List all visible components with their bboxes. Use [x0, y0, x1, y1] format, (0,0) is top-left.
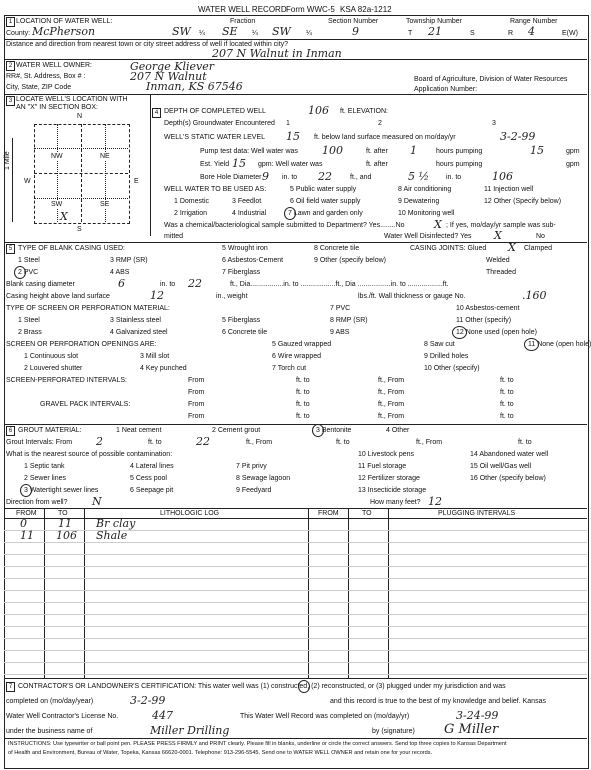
address-label: RR#, St. Address, Box # :	[6, 73, 86, 80]
screen-5[interactable]: 5 Fiberglass	[222, 317, 261, 324]
contam-9[interactable]: 9 Feedyard	[236, 487, 272, 494]
diameter-value[interactable]: 6	[118, 277, 125, 290]
gp-to-2: ft. to	[296, 413, 310, 420]
grid-nw: NW	[51, 153, 63, 160]
opening-11-circle	[524, 338, 539, 351]
grout-to-label: ft. to	[148, 439, 162, 446]
city-value[interactable]: Inman, KS 67546	[146, 80, 243, 93]
completed-tail: and this record is true to the best of my knowledge and belief. Kansas	[330, 698, 546, 705]
section-number-label: Section Number	[328, 18, 379, 25]
instructions-1: INSTRUCTIONS: Use typewriter or ball point pen. PLEASE PRESS FIRMLY and PRINT clearly. Please fill in blanks, underline or circle the correct answers. Send top three copies to Kansas Department	[8, 741, 507, 747]
yield-hours-label: hours pumping	[436, 161, 483, 168]
form-number: Form WWC-5	[286, 5, 335, 14]
pump-gpm: gpm	[566, 148, 580, 155]
opening-9[interactable]: 9 Drilled holes	[424, 353, 469, 360]
screen-6[interactable]: 6 Concrete tile	[222, 329, 268, 336]
contam-8[interactable]: 8 Sewage lagoon	[236, 475, 291, 482]
contamination-label: What is the nearest source of possible contamination:	[6, 451, 173, 458]
static-tail: ft. below land surface measured on mo/day/yr	[314, 134, 456, 141]
screen-4[interactable]: 4 Galvanized steel	[110, 329, 168, 336]
joints-threaded[interactable]: Threaded	[486, 269, 516, 276]
diameter-in-to: in. to	[160, 281, 176, 288]
contam-1[interactable]: 1 Septic tank	[24, 463, 65, 470]
weight-tail: lbs./ft. Wall thickness or gauge No.	[358, 293, 466, 300]
use-7-circle	[284, 207, 296, 220]
section-3-title-2: AN "X" IN SECTION BOX:	[16, 104, 98, 111]
license-value[interactable]: 447	[152, 709, 173, 722]
use-6[interactable]: 6 Oil field water supply	[290, 198, 361, 205]
use-3[interactable]: 3 Feedlot	[232, 198, 262, 205]
opening-10[interactable]: 10 Other (specify)	[424, 365, 480, 372]
section-3-number: 3	[6, 96, 15, 106]
log-table-rule	[4, 578, 587, 579]
gp-to-2b: ft. to	[500, 413, 514, 420]
range-value[interactable]: 4	[528, 25, 535, 38]
township-value[interactable]: 21	[428, 25, 442, 38]
joints-x[interactable]: X	[508, 241, 516, 254]
screen-11[interactable]: 11 Other (specify)	[456, 317, 512, 324]
grid-se: SE	[100, 201, 110, 208]
plug-intervals-header: PLUGGING INTERVALS	[438, 510, 516, 517]
casing-7[interactable]: 7 Fiberglass	[222, 269, 261, 276]
gp-ftfrom-1: ft., From	[378, 401, 405, 408]
feet-label: How many feet?	[370, 499, 421, 506]
log-table-rule	[4, 554, 587, 555]
static-value[interactable]: 15	[286, 130, 300, 143]
spi-to-2: ft. to	[296, 389, 310, 396]
fraction-3-value[interactable]: SW	[272, 25, 291, 38]
pump-hours-value[interactable]: 1	[410, 144, 417, 157]
screen-8[interactable]: 8 RMP (SR)	[330, 317, 368, 324]
direction-value[interactable]: N	[92, 495, 102, 508]
grout-4[interactable]: 4 Other	[386, 427, 410, 434]
contam-2[interactable]: 2 Sewer lines	[24, 475, 67, 482]
log-table-rule	[4, 614, 587, 615]
opening-6[interactable]: 6 Wire wrapped	[272, 353, 322, 360]
fraction-label: Fraction	[230, 18, 256, 25]
contam-7[interactable]: 7 Pit privy	[236, 463, 267, 470]
spi-to-2b: ft. to	[500, 389, 514, 396]
grout-to-3: ft. to	[518, 439, 532, 446]
feet-value[interactable]: 12	[428, 495, 442, 508]
bore-to-2[interactable]: 106	[492, 170, 513, 183]
range-ew: E(W)	[562, 30, 578, 37]
screen-7[interactable]: 7 PVC	[330, 305, 351, 312]
use-11[interactable]: 11 Injection well	[484, 186, 534, 193]
use-7[interactable]: 7 Lawn and garden only	[288, 210, 363, 217]
city-label: City, State, ZIP Code	[6, 84, 72, 91]
grout-ftfrom-1: ft., From	[246, 439, 273, 446]
grid-x-mark[interactable]: X	[60, 210, 68, 223]
section-3-title: LOCATE WELL'S LOCATION WITH	[16, 96, 128, 103]
screen-3[interactable]: 3 Stainless steel	[110, 317, 161, 324]
yield-value[interactable]: 15	[232, 157, 246, 170]
record-label: This Water Well Record was completed on (mo/day/yr)	[240, 713, 410, 720]
groundwater-1: 1	[286, 120, 290, 127]
diameter-to[interactable]: 22	[188, 277, 202, 290]
cert-text: CONTRACTOR'S OR LANDOWNER'S CERTIFICATION: This water well was (1) constructed, (2) reconstructed, or (3) plugged under my jurisdiction and was	[18, 683, 506, 690]
completed-label: completed on (mo/day/year)	[6, 698, 94, 705]
grout-3[interactable]: 3 Bentonite	[316, 427, 352, 434]
chem-tail: ; If yes, mo/day/yr sample was sub-	[446, 222, 556, 229]
screen-2[interactable]: 2 Brass	[18, 329, 42, 336]
grout-ftfrom-2: ft., From	[416, 439, 443, 446]
height-value[interactable]: 12	[150, 289, 164, 302]
contam-10[interactable]: 10 Livestock pens	[358, 451, 415, 458]
spi-to-1b: ft. to	[500, 377, 514, 384]
disinfected-no: No	[536, 233, 545, 240]
bore-diameter-2[interactable]: 5 ½	[408, 170, 430, 183]
contam-6[interactable]: 6 Seepage pit	[130, 487, 174, 494]
use-1[interactable]: 1 Domestic	[174, 198, 210, 205]
mitted-label: mitted	[164, 233, 184, 240]
log-table-rule	[4, 590, 587, 591]
contam-3-circle	[20, 484, 32, 497]
grout-2[interactable]: 2 Cement grout	[212, 427, 261, 434]
use-10[interactable]: 10 Monitoring well	[398, 210, 455, 217]
form-title: WATER WELL RECORD	[198, 5, 287, 14]
opening-8[interactable]: 8 Saw cut	[424, 341, 455, 348]
table-row-2-from[interactable]: 11	[20, 529, 34, 542]
constructed-circle	[298, 680, 310, 693]
screen-12[interactable]: 12 None used (open hole)	[456, 329, 537, 336]
screen-9[interactable]: 9 ABS	[330, 329, 350, 336]
table-row-1-desc[interactable]: Br clay	[96, 517, 136, 530]
section-6-number: 6	[6, 426, 15, 436]
section-2-title: WATER WELL OWNER:	[16, 62, 92, 69]
gp-to-1b: ft. to	[500, 401, 514, 408]
township-s: S	[470, 30, 475, 37]
yield-label: Est. Yield	[200, 161, 230, 168]
instructions-2: of Health and Environment, Bureau of Water, Topeka, Kansas 66620-0001. Telephone: 913-296-5545. Send one to WATER WELL OWNER and retain one for your records.	[8, 750, 433, 756]
opening-2[interactable]: 2 Louvered shutter	[24, 365, 83, 372]
log-table-rule	[4, 530, 587, 531]
spi-to-1: ft. to	[296, 377, 310, 384]
ksa-reference: KSA 82a-1212	[340, 5, 392, 14]
spi-ftfrom-2: ft., From	[378, 389, 405, 396]
contam-13[interactable]: 13 Insecticide storage	[358, 487, 427, 494]
spi-from-1: From	[188, 377, 205, 384]
range-r: R	[508, 30, 514, 37]
grout-1[interactable]: 1 Neat cement	[116, 427, 162, 434]
quarter-mark-1: ¼	[199, 30, 205, 37]
board-text: Board of Agriculture, Division of Water Resources	[414, 76, 568, 83]
grout-3-circle	[312, 424, 324, 437]
casing-1[interactable]: 1 Steel	[18, 257, 40, 264]
grid-e-label: E	[134, 178, 139, 185]
log-table-rule	[4, 662, 587, 663]
log-table-rule	[4, 650, 587, 651]
depth-label: DEPTH OF COMPLETED WELL	[164, 108, 266, 115]
signature-value[interactable]: G Miller	[444, 722, 499, 737]
contam-12[interactable]: 12 Fertilizer storage	[358, 475, 420, 482]
section-number-value[interactable]: 9	[352, 25, 359, 38]
screen-1[interactable]: 1 Steel	[18, 317, 40, 324]
county-label: County:	[6, 30, 31, 37]
log-to-header: TO	[58, 510, 68, 517]
gauge-value[interactable]: .160	[522, 289, 547, 302]
plug-from-header: FROM	[318, 510, 339, 517]
screen-type-label: TYPE OF SCREEN OR PERFORATION MATERIAL:	[6, 305, 170, 312]
yield-gpm: gpm	[566, 161, 580, 168]
log-litho-header: LITHOLOGIC LOG	[160, 510, 220, 517]
signature-label: by (signature)	[372, 728, 415, 735]
contam-16[interactable]: 16 Other (specify below)	[470, 475, 546, 482]
pump-gpm-value[interactable]: 15	[530, 144, 544, 157]
grid-sw: SW	[51, 201, 63, 208]
grid-w-label: W	[24, 178, 31, 185]
grout-intervals-label: Grout Intervals: From	[6, 439, 73, 446]
groundwater-label: Depth(s) Groundwater Encountered	[164, 120, 275, 127]
screen-10[interactable]: 10 Asbestos-cement	[456, 305, 520, 312]
grout-to-2: ft. to	[336, 439, 350, 446]
gp-to-1: ft. to	[296, 401, 310, 408]
section-2-number: 2	[6, 61, 15, 71]
section-7-number: 7	[6, 682, 15, 692]
address-value[interactable]: 207 N Walnut	[130, 70, 207, 83]
contam-14[interactable]: 14 Abandoned water well	[470, 451, 549, 458]
opening-5[interactable]: 5 Gauzed wrapped	[272, 341, 332, 348]
table-row-2-desc[interactable]: Shale	[96, 529, 128, 542]
static-label: WELL'S STATIC WATER LEVEL	[164, 134, 266, 141]
section-1-title: LOCATION OF WATER WELL:	[16, 18, 113, 25]
joints-clamped[interactable]: Clamped	[524, 245, 553, 252]
grout-label: GROUT MATERIAL:	[18, 427, 82, 434]
disinfected-x[interactable]: X	[494, 229, 502, 242]
log-from-header: FROM	[16, 510, 37, 517]
joints-label: CASING JOINTS: Glued	[410, 245, 487, 252]
disinfected-label: Water Well Disinfected? Yes	[384, 233, 472, 240]
use-4[interactable]: 4 Industrial	[232, 210, 267, 217]
contam-5[interactable]: 5 Cess pool	[130, 475, 167, 482]
casing-8[interactable]: 8 Concrete tile	[314, 245, 360, 252]
log-table-rule	[4, 638, 587, 639]
spi-from-2: From	[188, 389, 205, 396]
business-label: under the business name of	[6, 728, 93, 735]
chem-label: Was a chemical/bacteriological sample submitted to Department? Yes........No	[164, 222, 405, 229]
township-t: T	[408, 30, 413, 37]
gp-from-2: From	[188, 413, 205, 420]
casing-2-circle	[14, 266, 26, 279]
quarter-mark-3: ¼	[306, 30, 312, 37]
section-5-number: 5	[6, 244, 15, 254]
opening-3[interactable]: 3 Mill slot	[140, 353, 170, 360]
depth-value[interactable]: 106	[308, 104, 329, 117]
bore-diameter-1[interactable]: 9	[262, 170, 269, 183]
quarter-mark-2: ¼	[252, 30, 258, 37]
owner-value[interactable]: George Kliever	[130, 60, 214, 73]
opening-1[interactable]: 1 Continuous slot	[24, 353, 79, 360]
pump-hours-label: hours pumping	[436, 148, 483, 155]
groundwater-2: 2	[378, 120, 382, 127]
completed-value[interactable]: 3-2-99	[130, 694, 166, 707]
opening-4[interactable]: 4 Key punched	[140, 365, 187, 372]
bore-to-1[interactable]: 22	[318, 170, 332, 183]
use-2[interactable]: 2 Irrigation	[174, 210, 208, 217]
pump-label: Pump test data: Well water was	[200, 148, 298, 155]
county-value[interactable]: McPherson	[32, 25, 96, 38]
application-label: Application Number:	[414, 86, 478, 93]
joints-welded[interactable]: Welded	[486, 257, 510, 264]
screen-12-circle	[452, 326, 467, 339]
bore-in-to-2: in. to	[446, 174, 462, 181]
use-5[interactable]: 5 Public water supply	[290, 186, 357, 193]
chem-x[interactable]: X	[434, 218, 442, 231]
yield-gpm-label: gpm: Well water was	[258, 161, 323, 168]
use-9[interactable]: 9 Dewatering	[398, 198, 440, 205]
log-table-rule	[4, 626, 587, 627]
casing-2[interactable]: 2 PVC	[18, 269, 39, 276]
spi-label: SCREEN-PERFORATED INTERVALS:	[6, 377, 127, 384]
mile-label: 1 Mile	[4, 151, 11, 170]
yield-after: ft. after	[366, 161, 388, 168]
elevation-label: ft. ELEVATION:	[340, 108, 388, 115]
height-label: Casing height above land surface	[6, 293, 110, 300]
grout-from-value[interactable]: 2	[96, 435, 103, 448]
opening-7[interactable]: 7 Torch cut	[272, 365, 307, 372]
opening-11[interactable]: 11 None (open hole)	[528, 341, 591, 348]
casing-5[interactable]: 5 Wrought iron	[222, 245, 268, 252]
diameter-rest: ft., Dia.................in. to ..................ft., Dia .................in. to ..................ft.	[230, 281, 449, 288]
use-12[interactable]: 12 Other (Specify below)	[484, 198, 562, 205]
log-table-rule	[4, 542, 587, 543]
township-label: Township Number	[406, 18, 463, 25]
range-label: Range Number	[510, 18, 558, 25]
openings-label: SCREEN OR PERFORATION OPENINGS ARE:	[6, 341, 157, 348]
casing-4[interactable]: 4 ABS	[110, 269, 130, 276]
table-row-1-to[interactable]: 11	[58, 517, 72, 530]
fraction-1-value[interactable]: SW	[172, 25, 191, 38]
pump-ft-value[interactable]: 100	[322, 144, 343, 157]
log-table-rule	[4, 566, 587, 567]
bore-label: Bore Hole Diameter	[200, 174, 262, 181]
use-8[interactable]: 8 Air conditioning	[398, 186, 452, 193]
log-table-rule	[4, 602, 587, 603]
grid-s-label: S	[77, 226, 82, 233]
plug-to-header: TO	[362, 510, 372, 517]
gp-label: GRAVEL PACK INTERVALS:	[40, 401, 131, 408]
contam-11[interactable]: 11 Fuel storage	[358, 463, 407, 470]
contam-3[interactable]: 3 Watertight sewer lines	[24, 487, 99, 494]
spi-ftfrom-1: ft., From	[378, 377, 405, 384]
casing-type-label: TYPE OF BLANK CASING USED:	[18, 245, 125, 252]
business-value[interactable]: Miller Drilling	[150, 724, 230, 737]
distance-label: Distance and direction from nearest town or city street address of well if located within city?	[6, 41, 289, 48]
casing-3[interactable]: 3 RMP (SR)	[110, 257, 148, 264]
casing-9[interactable]: 9 Other (specify below)	[314, 257, 386, 264]
grout-to-value[interactable]: 22	[196, 435, 210, 448]
license-label: Water Well Contractor's License No.	[6, 713, 119, 720]
direction-label: Direction from well?	[6, 499, 68, 506]
gp-from-1: From	[188, 401, 205, 408]
section-4-number: 4	[152, 108, 161, 118]
groundwater-3: 3	[492, 120, 496, 127]
static-date[interactable]: 3-2-99	[500, 130, 536, 143]
use-label: WELL WATER TO BE USED AS:	[164, 186, 267, 193]
diameter-label: Blank casing diameter	[6, 281, 75, 288]
casing-6[interactable]: 6 Asbestos-Cement	[222, 257, 284, 264]
section-1-number: 1	[6, 17, 15, 27]
log-table-rule	[4, 674, 587, 675]
contam-4[interactable]: 4 Lateral lines	[130, 463, 174, 470]
bore-ft-and: ft., and	[350, 174, 372, 181]
distance-value[interactable]: 207 N Walnut in Inman	[212, 47, 342, 60]
grid-n-label: N	[77, 113, 83, 120]
table-row-2-to[interactable]: 106	[56, 529, 77, 542]
bore-in-to-1: in. to	[282, 174, 298, 181]
section-grid[interactable]	[34, 124, 130, 224]
pump-after: ft. after	[366, 148, 388, 155]
contam-15[interactable]: 15 Oil well/Gas well	[470, 463, 532, 470]
gp-ftfrom-2: ft., From	[378, 413, 405, 420]
table-row-1-from[interactable]: 0	[20, 517, 27, 530]
grid-ne: NE	[100, 153, 110, 160]
record-date[interactable]: 3-24-99	[456, 709, 499, 722]
fraction-2-value[interactable]: SE	[222, 25, 238, 38]
weight-label: in., weight	[216, 293, 248, 300]
